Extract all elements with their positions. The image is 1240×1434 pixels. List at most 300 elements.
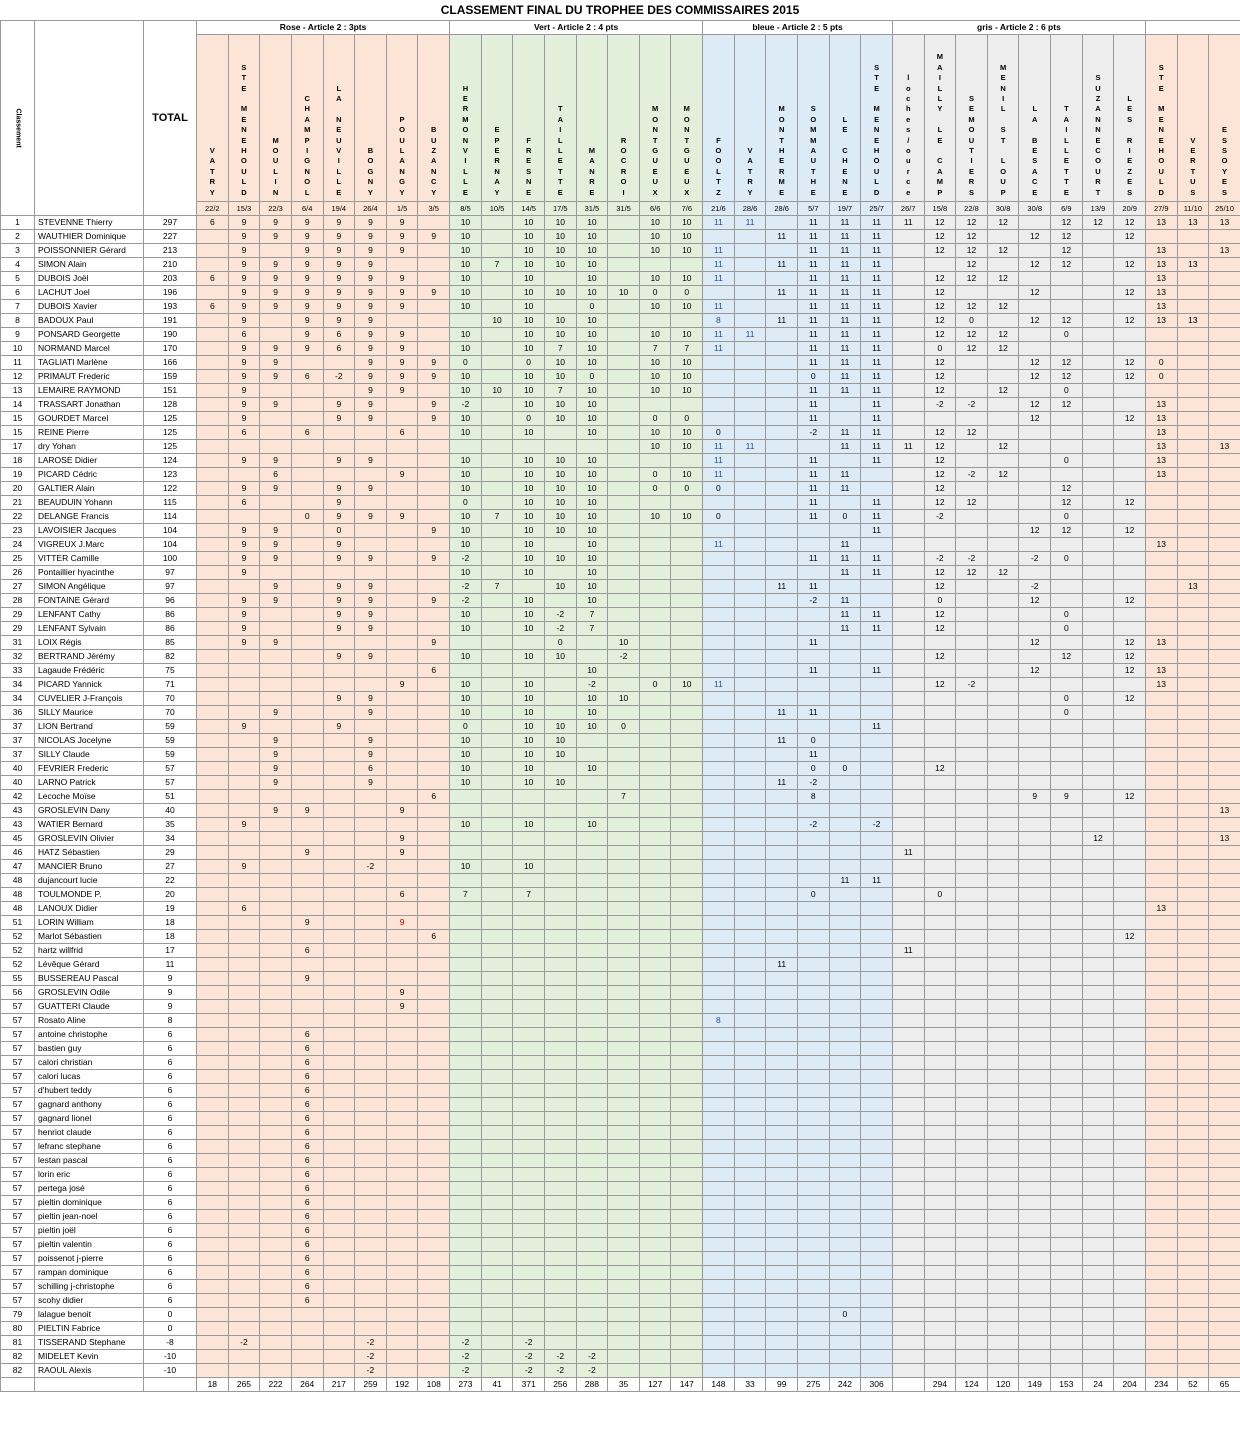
score-cell: 7 bbox=[481, 258, 513, 272]
score-cell: 9 bbox=[260, 748, 292, 762]
score-cell: 9 bbox=[260, 580, 292, 594]
score-cell bbox=[481, 1056, 513, 1070]
score-cell bbox=[924, 1252, 956, 1266]
score-cell bbox=[228, 692, 260, 706]
score-cell bbox=[576, 1182, 608, 1196]
score-cell bbox=[766, 566, 798, 580]
score-cell bbox=[291, 398, 323, 412]
score-cell: 10 bbox=[450, 272, 482, 286]
score-cell bbox=[260, 622, 292, 636]
score-cell bbox=[1082, 510, 1114, 524]
score-cell bbox=[355, 930, 387, 944]
score-cell bbox=[1082, 426, 1114, 440]
table-row bbox=[1, 1294, 1240, 1308]
score-cell bbox=[291, 1308, 323, 1322]
score-cell bbox=[924, 1210, 956, 1224]
score-cell bbox=[228, 1308, 260, 1322]
score-cell bbox=[197, 1000, 229, 1014]
name-cell: hartz willfrid bbox=[35, 944, 144, 958]
score-cell bbox=[1209, 538, 1240, 552]
event-date: 13/9 bbox=[1082, 202, 1114, 216]
score-cell bbox=[513, 1294, 545, 1308]
score-cell bbox=[766, 1336, 798, 1350]
score-cell bbox=[797, 1182, 829, 1196]
name-cell: WATIER Bernard bbox=[35, 818, 144, 832]
score-cell bbox=[513, 1322, 545, 1336]
event-name-header bbox=[1019, 35, 1051, 202]
score-cell bbox=[450, 1238, 482, 1252]
score-cell bbox=[1051, 748, 1083, 762]
event-date: 28/6 bbox=[766, 202, 798, 216]
score-cell: 12 bbox=[1019, 370, 1051, 384]
score-cell bbox=[1114, 1098, 1146, 1112]
score-cell bbox=[355, 1126, 387, 1140]
score-cell bbox=[1051, 468, 1083, 482]
event-date: 1/5 bbox=[386, 202, 418, 216]
score-cell bbox=[608, 930, 640, 944]
name-cell: VIGREUX J.Marc bbox=[35, 538, 144, 552]
score-cell: 10 bbox=[671, 426, 703, 440]
score-cell: -2 bbox=[355, 860, 387, 874]
score-cell bbox=[481, 1266, 513, 1280]
rank-cell: 79 bbox=[1, 1308, 35, 1322]
event-name: M E N I L S T L O U P bbox=[999, 62, 1007, 197]
score-cell bbox=[450, 1014, 482, 1028]
total-cell: 51 bbox=[144, 790, 197, 804]
score-cell bbox=[734, 902, 766, 916]
table-row bbox=[1, 314, 1240, 328]
score-cell bbox=[734, 594, 766, 608]
rank-cell: 57 bbox=[1, 1266, 35, 1280]
score-cell bbox=[1145, 1056, 1177, 1070]
score-cell bbox=[355, 1210, 387, 1224]
score-cell bbox=[734, 1028, 766, 1042]
event-date: 27/9 bbox=[1145, 202, 1177, 216]
score-cell bbox=[608, 594, 640, 608]
score-cell: 11 bbox=[861, 664, 893, 678]
score-cell bbox=[1177, 272, 1209, 286]
total-cell: 6 bbox=[144, 1238, 197, 1252]
score-cell bbox=[1051, 762, 1083, 776]
score-cell: 6 bbox=[291, 1042, 323, 1056]
score-cell bbox=[481, 454, 513, 468]
score-cell bbox=[544, 594, 576, 608]
score-cell bbox=[1114, 860, 1146, 874]
score-cell bbox=[291, 958, 323, 972]
score-cell bbox=[861, 1294, 893, 1308]
score-cell bbox=[1114, 1126, 1146, 1140]
total-cell: 82 bbox=[144, 650, 197, 664]
score-cell: 11 bbox=[703, 678, 735, 692]
event-name: E P E R N A Y bbox=[494, 125, 500, 197]
score-cell bbox=[1145, 1266, 1177, 1280]
score-cell bbox=[797, 1000, 829, 1014]
score-cell bbox=[671, 398, 703, 412]
score-cell bbox=[639, 1210, 671, 1224]
score-cell bbox=[639, 1224, 671, 1238]
score-cell bbox=[766, 1084, 798, 1098]
score-cell bbox=[671, 1350, 703, 1364]
score-cell bbox=[671, 846, 703, 860]
score-cell bbox=[386, 1252, 418, 1266]
score-cell bbox=[1082, 790, 1114, 804]
score-cell: 10 bbox=[576, 314, 608, 328]
score-cell bbox=[861, 1280, 893, 1294]
score-cell bbox=[766, 636, 798, 650]
name-cell: PIELTIN Fabrice bbox=[35, 1322, 144, 1336]
score-cell bbox=[228, 1056, 260, 1070]
score-cell bbox=[576, 1056, 608, 1070]
score-cell: 12 bbox=[924, 496, 956, 510]
event-total: 265 bbox=[228, 1378, 260, 1392]
score-cell bbox=[291, 748, 323, 762]
name-cell: SIMON Angélique bbox=[35, 580, 144, 594]
score-cell bbox=[291, 986, 323, 1000]
score-cell bbox=[1082, 986, 1114, 1000]
score-cell: 11 bbox=[861, 398, 893, 412]
rank-cell: 57 bbox=[1, 1014, 35, 1028]
score-cell bbox=[450, 1196, 482, 1210]
score-cell bbox=[418, 1056, 450, 1070]
rank-cell: 57 bbox=[1, 1084, 35, 1098]
score-cell bbox=[1177, 398, 1209, 412]
score-cell bbox=[1177, 636, 1209, 650]
score-cell bbox=[892, 720, 924, 734]
score-cell bbox=[608, 454, 640, 468]
score-cell bbox=[703, 664, 735, 678]
score-cell: 9 bbox=[386, 384, 418, 398]
score-cell bbox=[924, 818, 956, 832]
rank-cell: 57 bbox=[1, 1000, 35, 1014]
score-cell: 6 bbox=[355, 762, 387, 776]
score-cell bbox=[734, 1140, 766, 1154]
score-cell: 10 bbox=[544, 216, 576, 230]
event-name: L E C H E N E bbox=[842, 114, 848, 197]
score-cell: 11 bbox=[861, 608, 893, 622]
score-cell bbox=[987, 538, 1019, 552]
score-cell bbox=[734, 1182, 766, 1196]
score-cell: 11 bbox=[797, 552, 829, 566]
score-cell: 9 bbox=[355, 594, 387, 608]
score-cell bbox=[1114, 720, 1146, 734]
score-cell bbox=[671, 874, 703, 888]
score-cell bbox=[639, 552, 671, 566]
score-cell: 11 bbox=[766, 580, 798, 594]
score-cell: 9 bbox=[228, 622, 260, 636]
name-cell: CUVELIER J-François bbox=[35, 692, 144, 706]
total-cell: 11 bbox=[144, 958, 197, 972]
score-cell bbox=[228, 944, 260, 958]
score-cell bbox=[924, 412, 956, 426]
total-cell: 100 bbox=[144, 552, 197, 566]
score-cell bbox=[386, 734, 418, 748]
score-cell: 0 bbox=[291, 510, 323, 524]
score-cell bbox=[450, 1308, 482, 1322]
score-cell bbox=[513, 1266, 545, 1280]
score-cell: 10 bbox=[513, 706, 545, 720]
score-cell: 13 bbox=[1145, 454, 1177, 468]
total-cell: 9 bbox=[144, 986, 197, 1000]
table-row bbox=[1, 832, 1240, 846]
score-cell bbox=[734, 1210, 766, 1224]
score-cell bbox=[766, 1126, 798, 1140]
score-cell bbox=[861, 734, 893, 748]
score-cell bbox=[544, 1308, 576, 1322]
score-cell bbox=[386, 1196, 418, 1210]
score-cell: 11 bbox=[797, 356, 829, 370]
score-cell bbox=[197, 720, 229, 734]
score-cell bbox=[608, 1210, 640, 1224]
score-cell bbox=[734, 398, 766, 412]
score-cell bbox=[323, 1182, 355, 1196]
score-cell bbox=[671, 692, 703, 706]
score-cell bbox=[1051, 1154, 1083, 1168]
score-cell: 9 bbox=[260, 398, 292, 412]
score-cell bbox=[1019, 832, 1051, 846]
score-cell bbox=[197, 370, 229, 384]
score-cell bbox=[1145, 552, 1177, 566]
score-cell: 12 bbox=[1051, 230, 1083, 244]
score-cell bbox=[1177, 622, 1209, 636]
score-cell: 12 bbox=[1019, 314, 1051, 328]
score-cell bbox=[228, 1112, 260, 1126]
rank-cell: 57 bbox=[1, 1238, 35, 1252]
score-cell bbox=[1082, 1182, 1114, 1196]
score-cell bbox=[956, 286, 988, 300]
score-cell bbox=[323, 958, 355, 972]
score-cell bbox=[1114, 1350, 1146, 1364]
score-cell: 9 bbox=[323, 496, 355, 510]
score-cell: 9 bbox=[228, 258, 260, 272]
score-cell bbox=[608, 860, 640, 874]
score-cell bbox=[1209, 1070, 1240, 1084]
score-cell bbox=[639, 622, 671, 636]
table-row bbox=[1, 790, 1240, 804]
rank-cell: 46 bbox=[1, 846, 35, 860]
event-name-header bbox=[513, 35, 545, 202]
score-cell bbox=[197, 790, 229, 804]
score-cell bbox=[1177, 1308, 1209, 1322]
rank-cell: 82 bbox=[1, 1350, 35, 1364]
score-cell bbox=[924, 1280, 956, 1294]
score-cell bbox=[1051, 1126, 1083, 1140]
score-cell bbox=[355, 468, 387, 482]
total-cell: 123 bbox=[144, 468, 197, 482]
score-cell: 9 bbox=[386, 846, 418, 860]
score-cell: 11 bbox=[703, 258, 735, 272]
score-cell bbox=[1019, 706, 1051, 720]
score-cell bbox=[703, 986, 735, 1000]
score-cell bbox=[639, 594, 671, 608]
score-cell: 12 bbox=[1051, 258, 1083, 272]
event-name: L A B E S A C E bbox=[1032, 104, 1038, 197]
score-cell bbox=[1209, 818, 1240, 832]
score-cell bbox=[956, 1042, 988, 1056]
table-row bbox=[1, 1028, 1240, 1042]
table-row bbox=[1, 370, 1240, 384]
score-cell bbox=[671, 734, 703, 748]
score-cell bbox=[197, 1126, 229, 1140]
score-cell bbox=[861, 776, 893, 790]
rank-cell: 34 bbox=[1, 678, 35, 692]
score-cell bbox=[260, 1014, 292, 1028]
total-cell: 19 bbox=[144, 902, 197, 916]
score-cell: 11 bbox=[797, 664, 829, 678]
score-cell: 11 bbox=[703, 300, 735, 314]
score-cell bbox=[671, 1224, 703, 1238]
score-cell: 9 bbox=[291, 972, 323, 986]
event-name: F R E S N E bbox=[525, 135, 532, 197]
score-cell bbox=[386, 1350, 418, 1364]
score-cell: 10 bbox=[450, 762, 482, 776]
event-name: l o c h e s / o u r c e bbox=[905, 73, 911, 197]
score-cell bbox=[513, 874, 545, 888]
score-cell bbox=[513, 580, 545, 594]
name-cell: antoine christophe bbox=[35, 1028, 144, 1042]
score-cell bbox=[481, 356, 513, 370]
score-cell bbox=[608, 1000, 640, 1014]
score-cell bbox=[260, 1364, 292, 1378]
score-cell bbox=[829, 944, 861, 958]
score-cell bbox=[323, 1210, 355, 1224]
score-cell: 11 bbox=[766, 314, 798, 328]
score-cell bbox=[1177, 832, 1209, 846]
score-cell bbox=[1145, 1000, 1177, 1014]
score-cell bbox=[956, 846, 988, 860]
score-cell bbox=[1145, 328, 1177, 342]
score-cell bbox=[734, 1308, 766, 1322]
score-cell bbox=[291, 482, 323, 496]
score-cell bbox=[418, 1308, 450, 1322]
score-cell bbox=[639, 650, 671, 664]
score-cell bbox=[734, 1266, 766, 1280]
score-cell bbox=[197, 328, 229, 342]
score-cell bbox=[734, 930, 766, 944]
score-cell: 10 bbox=[450, 482, 482, 496]
name-cell: TISSERAND Stephane bbox=[35, 1336, 144, 1350]
score-cell bbox=[987, 482, 1019, 496]
score-cell bbox=[260, 916, 292, 930]
score-cell bbox=[450, 846, 482, 860]
score-cell bbox=[386, 650, 418, 664]
score-cell bbox=[1082, 874, 1114, 888]
score-cell bbox=[987, 1154, 1019, 1168]
score-cell bbox=[1145, 818, 1177, 832]
score-cell bbox=[260, 426, 292, 440]
score-cell: 10 bbox=[576, 692, 608, 706]
score-cell bbox=[386, 1098, 418, 1112]
score-cell bbox=[1209, 734, 1240, 748]
event-total: 41 bbox=[481, 1378, 513, 1392]
total-cell: 125 bbox=[144, 412, 197, 426]
score-cell bbox=[734, 1364, 766, 1378]
score-cell bbox=[861, 1000, 893, 1014]
score-cell: 10 bbox=[513, 524, 545, 538]
rank-cell: 56 bbox=[1, 986, 35, 1000]
score-cell bbox=[450, 972, 482, 986]
score-cell bbox=[608, 1308, 640, 1322]
score-cell bbox=[1019, 776, 1051, 790]
score-cell bbox=[418, 776, 450, 790]
score-cell bbox=[829, 1350, 861, 1364]
score-cell bbox=[1209, 720, 1240, 734]
score-cell bbox=[924, 664, 956, 678]
score-cell bbox=[576, 1098, 608, 1112]
score-cell: 9 bbox=[323, 482, 355, 496]
score-cell bbox=[1051, 1294, 1083, 1308]
score-cell: 10 bbox=[450, 258, 482, 272]
event-name: S U Z A N N E C O U R T bbox=[1095, 73, 1101, 197]
score-cell bbox=[197, 538, 229, 552]
score-cell bbox=[671, 986, 703, 1000]
score-cell bbox=[924, 1112, 956, 1126]
rank-cell: 25 bbox=[1, 552, 35, 566]
score-cell bbox=[956, 944, 988, 958]
event-total: 204 bbox=[1114, 1378, 1146, 1392]
score-cell: 12 bbox=[956, 566, 988, 580]
total-cell: 104 bbox=[144, 538, 197, 552]
score-cell: 11 bbox=[797, 636, 829, 650]
table-row bbox=[1, 776, 1240, 790]
score-cell bbox=[734, 496, 766, 510]
score-cell bbox=[481, 818, 513, 832]
rank-cell: 33 bbox=[1, 664, 35, 678]
score-cell bbox=[829, 1280, 861, 1294]
score-cell bbox=[956, 1112, 988, 1126]
score-cell: 10 bbox=[450, 566, 482, 580]
score-cell bbox=[639, 692, 671, 706]
score-cell bbox=[987, 734, 1019, 748]
score-cell bbox=[639, 1350, 671, 1364]
score-cell bbox=[418, 692, 450, 706]
table-row bbox=[1, 566, 1240, 580]
score-cell: 11 bbox=[829, 538, 861, 552]
score-cell bbox=[197, 986, 229, 1000]
score-cell: 9 bbox=[260, 762, 292, 776]
score-cell bbox=[829, 692, 861, 706]
score-cell bbox=[766, 678, 798, 692]
score-cell: 11 bbox=[797, 482, 829, 496]
score-cell bbox=[418, 1280, 450, 1294]
score-cell: 0 bbox=[797, 370, 829, 384]
rank-cell: 55 bbox=[1, 972, 35, 986]
score-cell: 10 bbox=[450, 370, 482, 384]
score-cell bbox=[892, 328, 924, 342]
table-row bbox=[1, 286, 1240, 300]
score-cell bbox=[1209, 1168, 1240, 1182]
table-row bbox=[1, 818, 1240, 832]
event-total: 108 bbox=[418, 1378, 450, 1392]
score-cell bbox=[386, 454, 418, 468]
score-cell: 9 bbox=[323, 412, 355, 426]
score-cell bbox=[291, 720, 323, 734]
score-cell: 10 bbox=[576, 258, 608, 272]
name-cell: PICARD Yannick bbox=[35, 678, 144, 692]
score-cell bbox=[355, 1294, 387, 1308]
score-cell: 10 bbox=[544, 776, 576, 790]
score-cell bbox=[734, 1014, 766, 1028]
score-cell bbox=[355, 1140, 387, 1154]
score-cell: 12 bbox=[1114, 258, 1146, 272]
score-cell bbox=[639, 454, 671, 468]
score-cell bbox=[355, 804, 387, 818]
score-cell bbox=[829, 1000, 861, 1014]
table-row bbox=[1, 300, 1240, 314]
score-cell bbox=[355, 440, 387, 454]
score-cell: 11 bbox=[829, 342, 861, 356]
score-cell bbox=[228, 972, 260, 986]
score-cell bbox=[892, 1000, 924, 1014]
